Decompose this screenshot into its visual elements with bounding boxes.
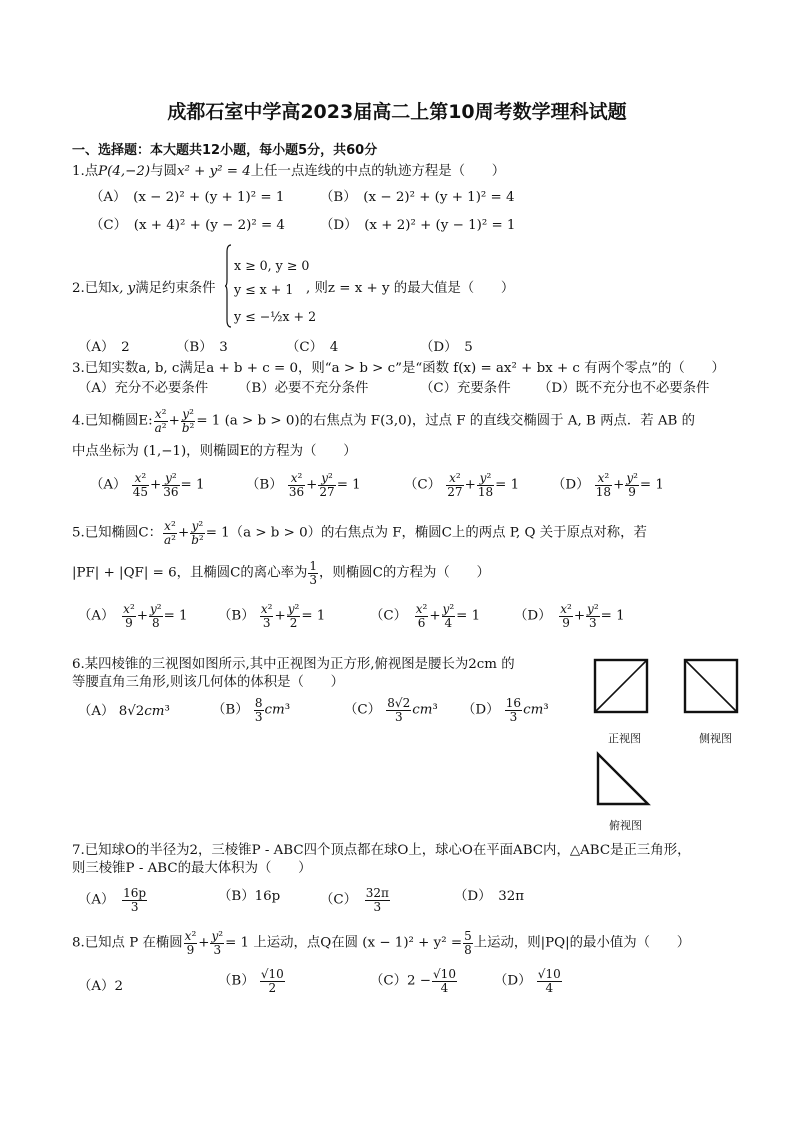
side-view-label: 侧视图 bbox=[699, 732, 732, 745]
q8-option-c[interactable]: （C）2 − $\frac{√10}{4}$ bbox=[370, 967, 456, 995]
question-3: 3.已知实数a, b, c满足a + b + c = 0，则“a > b > c”是“函数 f(x) = ax² + bx + c 有两个零点”的（ ） bbox=[72, 361, 725, 376]
q1-suffix: 上任一点连线的中点的轨迹方程是（ ） bbox=[250, 164, 506, 179]
q4-option-d[interactable]: （D） $\frac{\text{x²}}{18}$ + $\frac{\text{y²}}{9}$ = 1 bbox=[552, 471, 664, 499]
question-6: 6.某四棱锥的三视图如图所示,其中正视图为正方形,俯视图是腰长为2cm 的 bbox=[72, 657, 515, 672]
q4-line-2: 中点坐标为 (1,−1)，则椭圆E的方程为（ ） bbox=[72, 444, 357, 459]
q4-option-b[interactable]: （B） $\frac{\text{x²}}{36}$ + $\frac{\text{y²}}{27}$ = 1 bbox=[246, 471, 361, 499]
front-view-label: 正视图 bbox=[608, 732, 641, 745]
q8-frac-y: $\frac{\text{y²}}{3}$ bbox=[211, 929, 224, 957]
q2-condition-2: y ≤ x + 1 bbox=[234, 282, 294, 297]
section-heading: 一、选择题：本大题共12小题，每小题5分，共60分 bbox=[72, 143, 378, 158]
q2-condition-3: y ≤ −½x + 2 bbox=[234, 309, 317, 324]
q1-mid: 与圆 bbox=[150, 164, 177, 179]
q2-option-d[interactable]: （D） 5 bbox=[420, 340, 473, 355]
q2-prefix: 2.已知 bbox=[72, 281, 112, 296]
q4-frac-y: $\frac{\text{y²}}{\text{b²}}$ bbox=[181, 407, 195, 435]
q5-frac-y: $\frac{\text{y²}}{\text{b²}}$ bbox=[191, 519, 204, 547]
q4-condition: = 1 (a > b > 0) bbox=[196, 413, 300, 429]
q2-vars: x, y bbox=[111, 281, 136, 296]
q3-option-d[interactable]: （D）既不充分也不必要条件 bbox=[538, 381, 710, 396]
q6-option-a[interactable]: （A） 8√2cm³ bbox=[78, 704, 170, 719]
q7-line-2: 则三棱锥P - ABC的最大体积为（ ） bbox=[72, 861, 312, 876]
q5-option-b[interactable]: （B） $\frac{\text{x²}}{3}$ + $\frac{\text{y²}}{2}$ = 1 bbox=[218, 602, 326, 630]
q5-line-2: |PF| + |QF| = 6，且椭圆C的离心率为 $\frac{1}{3}$ ，则椭圆C的方程为（ ） bbox=[72, 559, 490, 587]
q5-condition: = 1（a > b > 0）的右焦点为 F，椭圆C上的两点 P, Q 关于原点对称，若 bbox=[205, 525, 647, 541]
q5-frac-x: $\frac{\text{x²}}{\text{a²}}$ bbox=[163, 519, 176, 547]
q8-frac-x: $\frac{\text{x²}}{9}$ bbox=[184, 929, 197, 957]
question-5: 5.已知椭圆C： $\frac{\text{x²}}{\text{a²}}$ + $\frac{\text{y²}}{\text{b²}}$ = 1（a > b > 0）的右焦点为 F，椭圆C上的两点 P, Q 关于原点对称，若 bbox=[72, 519, 647, 547]
q1-option-a[interactable]: （A） (x − 2)² + (y + 1)² = 1 bbox=[90, 190, 285, 205]
q8-option-d[interactable]: （D） $\frac{√10}{4}$ bbox=[494, 967, 561, 995]
q5-option-d[interactable]: （D） $\frac{\text{x²}}{9}$ + $\frac{\text{y²}}{3}$ = 1 bbox=[514, 602, 625, 630]
question-2-stem bbox=[72, 280, 216, 298]
q4-option-a[interactable]: （A） $\frac{\text{x²}}{45}$ + $\frac{\text{y²}}{36}$ = 1 bbox=[90, 471, 205, 499]
q7-option-c[interactable]: （C） $\frac{32\pi}{3}$ bbox=[320, 886, 389, 914]
top-view-figure bbox=[596, 751, 650, 807]
page-title: 成都石室中学高2023届高二上第10周考数学理科试题 bbox=[167, 101, 627, 123]
q2-option-a[interactable]: （A） 2 bbox=[78, 340, 130, 355]
q3-option-b[interactable]: （B）必要不充分条件 bbox=[238, 381, 369, 396]
q2-option-b[interactable]: （B） 3 bbox=[176, 340, 228, 355]
q5-option-c[interactable]: （C） $\frac{\text{x²}}{6}$ + $\frac{\text{y²}}{4}$ = 1 bbox=[370, 602, 481, 630]
q7-option-b[interactable]: （B）16p bbox=[218, 889, 281, 904]
q8-option-a[interactable]: （A）2 bbox=[78, 979, 123, 994]
q1-point: P(4,−2) bbox=[98, 164, 151, 179]
q5-option-a[interactable]: （A） $\frac{\text{x²}}{9}$ + $\frac{\text{y²}}{8}$ = 1 bbox=[78, 602, 188, 630]
question-8: 8.已知点 P 在椭圆 $\frac{\text{x²}}{9}$ + $\frac{\text{y²}}{3}$ = 1 上运动，点Q在圆 (x − 1)² + y² = $\frac{5}{8}$ 上运动，则|PQ|的最小值为（ ） bbox=[72, 929, 691, 957]
q2-suffix: , 则z = x + y 的最大值是（ ） bbox=[306, 281, 515, 296]
q4-prefix: 4.已知椭圆E: bbox=[72, 413, 153, 429]
question-4: 4.已知椭圆E: $\frac{\text{x²}}{\text{a²}}$ + $\frac{\text{y²}}{\text{b²}}$ = 1 (a > b > 0)的右焦点为 F(3,0)，过点 F 的直线交椭圆于 A, B 两点．若 AB 的 bbox=[72, 407, 696, 435]
q4-suffix: 的右焦点为 F(3,0)，过点 F 的直线交椭圆于 A, B 两点．若 AB 的 bbox=[299, 413, 696, 429]
q3-option-a[interactable]: （A）充分不必要条件 bbox=[78, 381, 209, 396]
question-1 bbox=[72, 163, 505, 181]
q5-prefix: 5.已知椭圆C： bbox=[72, 525, 162, 541]
system-brace bbox=[226, 244, 232, 328]
question-7: 7.已知球O的半径为2，三棱锥P - ABC四个顶点都在球O上，球心O在平面ABC内，△ABC是正三角形， bbox=[72, 843, 691, 858]
q1-option-c[interactable]: （C） (x + 4)² + (y − 2)² = 4 bbox=[90, 218, 285, 233]
q1-option-b[interactable]: （B） (x − 2)² + (y + 1)² = 4 bbox=[320, 190, 515, 205]
q6-option-b[interactable]: （B） $\frac{8}{3}$ cm³ bbox=[212, 696, 291, 724]
q2-condition-1: x ≥ 0, y ≥ 0 bbox=[234, 258, 310, 273]
q7-option-d[interactable]: （D） 32π bbox=[454, 889, 525, 904]
q4-frac-x: $\frac{\text{x²}}{\text{a²}}$ bbox=[154, 407, 167, 435]
q2-option-c[interactable]: （C） 4 bbox=[286, 340, 339, 355]
top-view-label: 俯视图 bbox=[609, 819, 642, 832]
q4-option-c[interactable]: （C） $\frac{\text{x²}}{27}$ + $\frac{\text{y²}}{18}$ = 1 bbox=[404, 471, 520, 499]
q1-circle: x² + y² = 4 bbox=[176, 164, 251, 179]
q7-option-a[interactable]: （A） $\frac{16p}{3}$ bbox=[78, 886, 147, 914]
front-view-figure bbox=[594, 659, 648, 713]
q2-mid: 满足约束条件 bbox=[135, 281, 216, 296]
side-view-figure bbox=[684, 659, 738, 713]
q6-option-d[interactable]: （D） $\frac{16}{3}$ cm³ bbox=[462, 696, 549, 724]
q3-option-c[interactable]: （C）充要条件 bbox=[420, 381, 511, 396]
q8-radius: $\frac{5}{8}$ bbox=[464, 929, 472, 957]
q1-option-d[interactable]: （D） (x + 2)² + (y − 1)² = 1 bbox=[320, 218, 516, 233]
q6-option-c[interactable]: （C） $\frac{8√2}{3}$ cm³ bbox=[344, 696, 438, 724]
q6-line-2: 等腰直角三角形,则该几何体的体积是（ ） bbox=[72, 675, 345, 690]
q5-eccentricity: $\frac{1}{3}$ bbox=[309, 559, 318, 587]
q8-option-b[interactable]: （B） $\frac{√10}{2}$ bbox=[218, 967, 284, 995]
q1-prefix: 1.点 bbox=[72, 164, 99, 179]
